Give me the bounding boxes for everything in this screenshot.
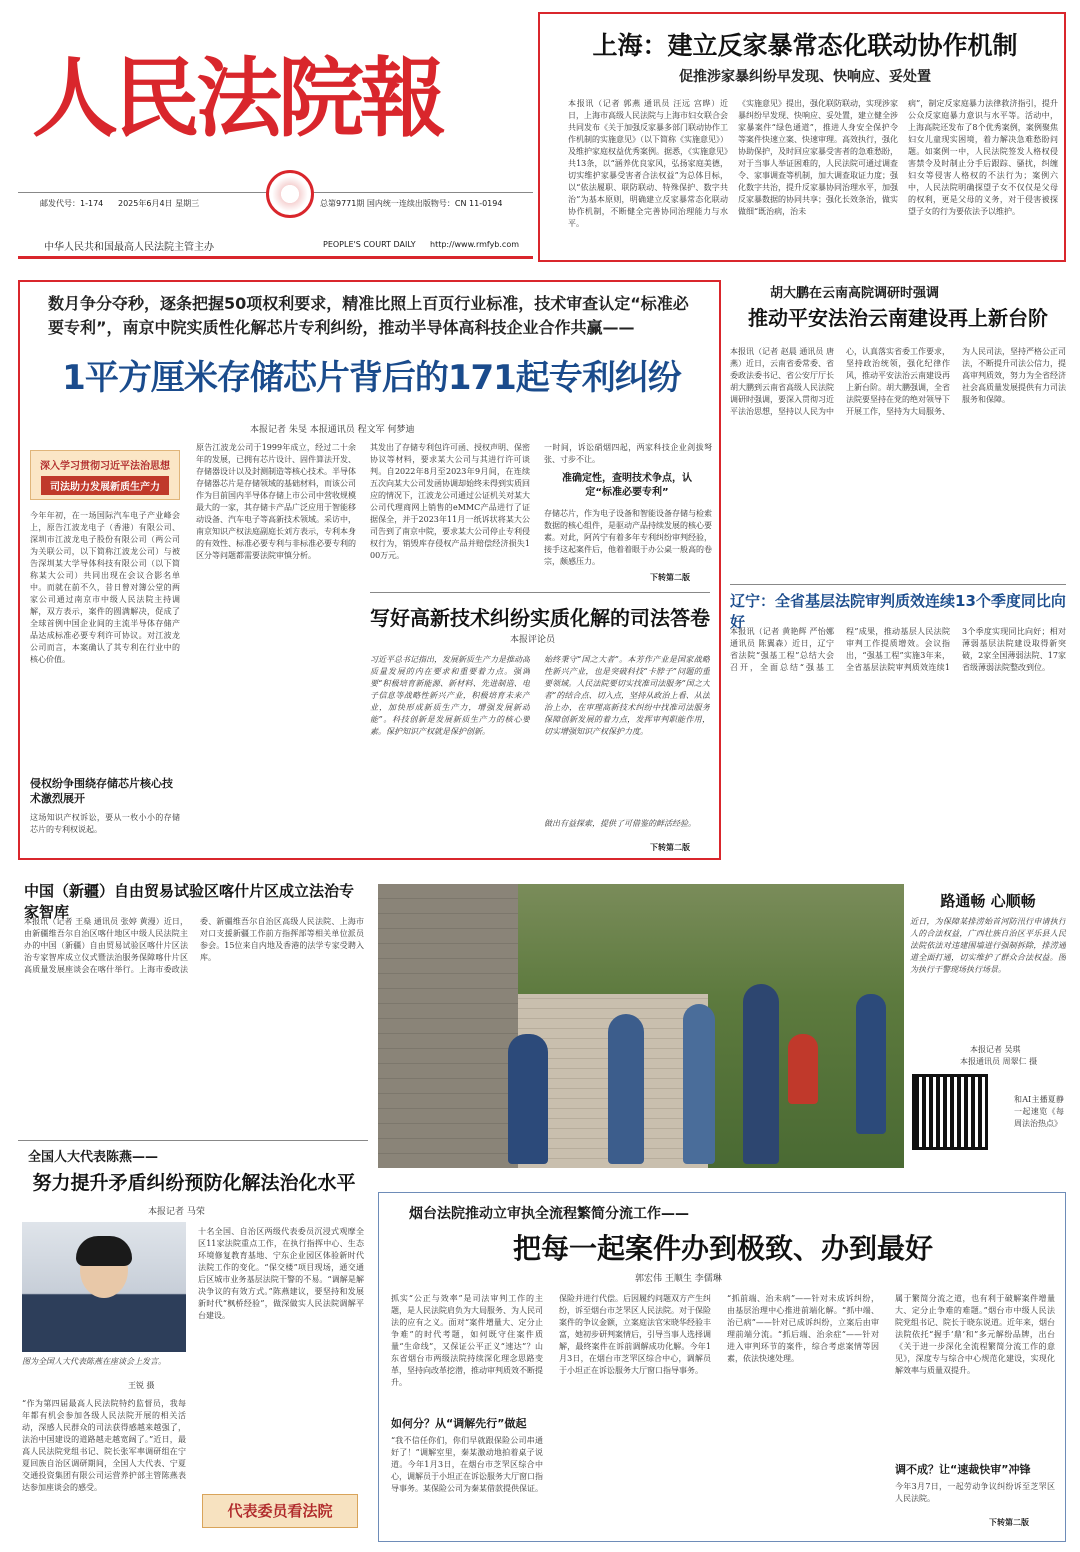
- commentary-col3: 做出有益探索，提供了可借鉴的鲜活经验。: [544, 819, 696, 828]
- feature-col1-subhead: 侵权纷争围绕存储芯片核心技术激烈展开: [30, 777, 173, 805]
- yantai-title: 把每一起案件办到极致、办到最好: [512, 1232, 933, 1265]
- feature-col3: 其发出了存储专利包许可函、授权声明、保密协议等材料，要求某大公司与其进行许可谈判。自2022年8月至2023年9月间，在连续五次向某大公司发函协调却始终未得到实质回应的情况下，江波龙公司通过公证机关对某大公司代理商网上销售的eMMC产品进行了证据保全，并于2023年11月一纸诉状将某大公司告到了南京中院，要求某大公司停止专利侵权行为，销毁库存侵权产品并赔偿经济损失100万元。: [370, 443, 530, 560]
- photo-credit-2: 本报通讯员 周翠仁 摄: [960, 1057, 1038, 1066]
- yantai-col1: 抓实“公正与效率”是司法审判工作的主题，是人民法院肩负为大局服务、为人民司法的应有之义。面对“案件增量大、定分止争难”的时代考题，如何既守住案件质量“生命线”，又保证公平正义“速达”？山东省烟台市两级法院持续深化理念思路变革，坚持向改革挖潜，推动审判质效不断提升。: [391, 1294, 543, 1387]
- yantai-col1-more: “我不信任你们，你们早就跟保险公司串通好了！”调解室里，秦某激动地拍着桌子说道。今年1月3日，在烟台市芝罘区综合中心，调解员于小坦正在诉讼服务大厅窗口指导事务。某保险公司为秦某借款提供保证。: [391, 1436, 543, 1493]
- photo-credit-1: 本报记者 吴琪: [970, 1045, 1021, 1054]
- badge-line2: 司法助力发展新质生产力: [41, 476, 169, 495]
- npc-col2: 十名全国、自治区两级代表委员沉浸式观摩全区11家法院重点工作，在执行指挥中心、生态环境修复教育基地、宁东企业园区体验新时代法院工作的变化。“保交楼”项目现场，通交通后区城市业务基层法院干警的不易。“调解是解决争议的有效方式。”陈燕建议，要坚持和发展新时代“枫桥经验”，做深做实人民法院调解平台建设。: [198, 1227, 364, 1320]
- yantai-col4-subhead: 调不成？让“速裁快审”冲锋: [895, 1463, 1031, 1476]
- commentary-byline: 本报评论员: [510, 635, 556, 645]
- npc-story: [18, 1142, 368, 1542]
- photo-caption-block: [910, 884, 1066, 1174]
- feature-col4-subhead: 准确定性，查明技术争点，认定“标准必要专利”: [562, 473, 692, 498]
- masthead-title: 人民法院報: [32, 48, 442, 149]
- postal-code: 邮发代号：1-174: [40, 199, 104, 208]
- yunnan-kicker: 胡大鹏在云南高院调研时强调: [770, 286, 940, 301]
- liaoning-story: [730, 590, 1066, 860]
- feature-kicker: 数月争分夺秒，逐条把握50项权利要求，精准比照上百页行业标准，技术审查认定“标准必要专利”，南京中院实质性化解芯片专利纠纷，推动半导体高科技企业合作共赢——: [48, 294, 689, 337]
- photo-person-1: [508, 1034, 548, 1164]
- npc-photo-credit: 王锐 摄: [128, 1381, 155, 1390]
- yantai-kicker: 烟台法院推动立审执全流程繁简分流工作——: [409, 1206, 689, 1222]
- photo-wall: [378, 884, 518, 1168]
- npc-title: 努力提升矛盾纠纷预防化解法治化水平: [32, 1172, 356, 1194]
- yunnan-story: [730, 280, 1066, 580]
- photo-person-2: [608, 1014, 644, 1164]
- qr-note: 和AI主播夏静一起速览《每周法治热点》: [1014, 1095, 1064, 1128]
- top-story-col2: 《实施意见》提出，强化联防联动，实现涉家暴纠纷早发现、快响应、妥处置，建立健全涉家暴案件“绿色通道”，推进人身安全保护令等案件快速立案、快速审理。高效执行，强化协助保护，及时回应家暴受害者的急难愁盼，对于当事人举证困难的，人民法院可通过调查令、家事调查等机制，加大调查取证力度；强化数字共治，提升反家暴协同治理水平，加强反家暴数据的协同共享；强化长效条治，做实做细“既治病，治未: [738, 99, 898, 216]
- masthead: [18, 12, 533, 264]
- yantai-col4: 属于繁简分流之道，也有利于破解案件增量大、定分止争难的难题。”烟台市中级人民法院党组书记、院长于晓东说道。近年来，烟台法院依托“握手‘鼎’和”多元解纷品牌，出台《关于进一步深化全流程繁简分流工作的意见》，深度专与综合中心规范化建设，实现化解效率与质量双提升。: [895, 1294, 1055, 1375]
- top-story-col1: 本报讯（记者 郭燕 通讯员 汪远 宫晔）近日，上海市高级人民法院与上海市妇女联合会共同发布《关于加强反家暴多部门联动协作工作机制的实施意见》（以下简称《实施意见》）及维护家庭权益优秀案例。据悉，《实施意见》共13条，以“涵养优良家风，弘扬家庭美德，切实维护家暴受害者合法权益”为总体目标，以“依法履职、联防联动、特殊保护、数字共治”为基本原则，明确建立反家暴常态化联动协作机制，不断健全完善协同治理能力与水平。: [568, 99, 728, 228]
- yantai-story: [378, 1192, 1066, 1542]
- feature-col2: 原告江波龙公司于1999年成立，经过二十余年的发展，已拥有芯片设计、固件算法开发、存储器设计以及封测制造等核心技术。半导体存储器芯片是存储领域的基础材料，而该公司作为目前国内半导体存储上市公司中营收规模最大的一家，其存储卡产品广泛应用于智能移动设备、汽车电子等高新技术领域。采访中，南京知识产权法庭副庭长刘方表示，专利本身的有效性、标准必要专利与非标准必要专利的区分等问题都需要法院审慎分析。: [196, 443, 356, 560]
- feature-byline: 本报记者 朱旻 本报通讯员 程文军 何梦迪: [250, 425, 415, 435]
- issue-date: 2025年6月4日 星期三: [118, 199, 200, 208]
- badge-line1: 深入学习贯彻习近平法治思想: [40, 461, 170, 472]
- website[interactable]: http://www.rmfyb.com: [430, 240, 520, 249]
- yunnan-title: 推动平安法治云南建设再上新台阶: [748, 306, 1048, 330]
- npc-badge: [202, 1494, 358, 1528]
- serial-number: 总第9771期 国内统一连续出版物号：CN 11-0194: [320, 199, 503, 208]
- top-story-subtitle: 促推涉家暴纠纷早发现、快响应、妥处置: [679, 69, 931, 85]
- npc-photo: [22, 1222, 186, 1352]
- publisher-line: 中华人民共和国最高人民法院主管主办: [44, 242, 214, 253]
- feature-col1-end: 这场知识产权诉讼，要从一枚小小的存储芯片的专利权说起。: [30, 813, 180, 834]
- feature-col1: 今年年初，在一场国际汽车电子产业峰会上，原告江波龙电子（香港）有限公司、深圳市江波龙电子股份有限公司（两公司为关联公司，以下简称江波龙公司）与被告深圳某大学导体科技有限公司（以下简称某大公司）共同出现在会议合影名单中。而就在前不久，昔日曾对簿公堂的两家公司通过南京市中级人民法院主持调解，双方表示，案件的圆满解决，促成了全球首例中国企业间的主流半导体存储产品达成标准必要专利许可协议。对江波龙公司而言，本案确认了其专利在行业中的核心价值。: [30, 511, 180, 664]
- npc-photo-caption: 图为全国人大代表陈燕在座谈会上发言。: [22, 1357, 166, 1366]
- feature-col4-body: 存储芯片，作为电子设备和智能设备存储与检索数据的核心组件，是驱动产品持续发展的核心要素。对此，阿芮宁有着多年专利纠纷审判经验，接手这起案件后，他着着眼于办公桌一般高的卷宗，颇感压力。: [544, 509, 712, 566]
- photo-person-4: [743, 984, 779, 1164]
- yunnan-body: 本报讯（记者 赵晨 通讯员 唐燕）近日，云南省委常委、省委政法委书记、省公安厅厅长胡大鹏到云南省高级人民法院调研时强调，要深入贯彻习近平法治思想，坚持以人民为中心，认真落实省委工作要求，坚持政治统领，强化纪律作风，推动平安法治云南建设再上新台阶。胡大鹏强调，全省法院要坚持在党的绝对领导下开展工作，坚持为大局服务、为人民司法，坚持严格公正司法，不断提升司法公信力，提高审判质效，努力为全省经济社会高质量发展提供有力司法服务和保障。: [730, 347, 1066, 416]
- photo-caption: 近日，为保障某排涝始首河防汛行申请执行人的合法权益，广西壮族自治区平乐县人民法院依法对违建围墙进行强制拆除，排涝通道全面打通，切实维护了群众合法权益。图为执行干警现场执行场景。: [910, 917, 1066, 974]
- commentary-turn[interactable]: 下转第二版: [650, 843, 690, 852]
- qr-code[interactable]: [912, 1074, 988, 1150]
- npc-byline: 本报记者 马荣: [148, 1207, 205, 1217]
- feature-title: 1平方厘米存储芯片背后的171起专利纠纷: [62, 358, 681, 398]
- english-name: PEOPLE'S COURT DAILY: [323, 240, 416, 249]
- npc-badge-label: 代表委员看法院: [227, 1502, 333, 1520]
- top-story: [538, 12, 1066, 262]
- npc-photo-hair: [76, 1236, 132, 1266]
- npc-col1: “作为第四届最高人民法院特约监督员，我每年都有机会参加各级人民法院开展的相关活动，深感人民群众的司法获得感越来越强了，法治中国建设的道路越走越宽阔了。”近日，最高人民法院党组书记、院长张军率调研组在宁夏回族自治区调研期间，全国人大代表、宁夏交通投资集团有限公司运营养护部主管陈燕表达参加座谈会的感受。: [22, 1399, 186, 1492]
- photo-person-6: [856, 994, 886, 1134]
- photo-person-5: [788, 1034, 818, 1104]
- top-story-col3: 病”，制定反家庭暴力法律救济指引，提升公众反家庭暴力意识与水平等。活动中，上海高院还发布了8个优秀案例，案例聚焦妇女儿童现实困境，着力解决急难愁盼问题。如案例一中，人民法院签发人格权侵害禁令及时制止分手后跟踪、骚扰，纠缠妇女等侵害人格权的不法行为；案例六中，人民法院明确探望子女不仅仅是父母的权利，更是父母的义务，对于侵害被探望子女的行为要依法予以维护。: [908, 99, 1058, 216]
- xinjiang-body: 本报讯（记者 王燊 通讯员 张婷 黄漫）近日，由新疆维吾尔自治区喀什地区中级人民法院主办的中国（新疆）自由贸易试验区喀什片区法治专家智库成立仪式暨法治服务保障喀什片区高质量发展座谈会在喀什举行。上海市委政法委、新疆维吾尔自治区高级人民法院、上海市对口支援新疆工作前方指挥部等相关单位派员参会。15位来自内地及香港的法学专家受聘入库。: [24, 917, 364, 974]
- yantai-col1-subhead: 如何分？从“调解先行”做起: [391, 1417, 527, 1430]
- xinjiang-title: 中国（新疆）自由贸易试验区喀什片区成立法治专家智库: [24, 882, 355, 921]
- commentary-col2: 始终秉守“国之大者”。本芳作产业是国家战略性新兴产业，也是突破科技“卡脖子”问题的重要领域。人民法院要切实找准司法服务“国之大者”的结合点、切入点，坚持从政治上看、从法治上办，在审理高新技术纠纷中找准司法服务保障创新发展的着力点，发挥审判职能作用，切实增强知识产权保护力度。: [544, 655, 710, 736]
- photo-title: 路通畅 心顺畅: [940, 892, 1036, 910]
- liaoning-title: 辽宁：全省基层法院审判质效连续13个季度同比向好: [730, 592, 1066, 631]
- yantai-col4-body: 今年3月7日，一起劳动争议纠纷诉至芝罘区人民法院。: [895, 1482, 1055, 1503]
- feature-col4: 一时间，诉讼硝烟四起，两家科技企业剑拔弩张、寸步不让。: [544, 443, 712, 464]
- top-story-title: 上海：建立反家暴常态化联动协作机制: [592, 31, 1018, 60]
- photo-person-3: [683, 1004, 715, 1164]
- npc-kicker: 全国人大代表陈燕——: [28, 1150, 159, 1165]
- emblem: [266, 170, 314, 218]
- commentary-col1: 习近平总书记指出，发展新质生产力是推动高质量发展的内在要求和重要着力点。强调要“积极培育新能源、新材料、先进制造、电子信息等战略性新兴产业，积极培育未来产业，加快形成新质生产力，增强发展新动能”。科技创新是发展新质生产力的核心要素。保护知识产权就是保护创新。: [370, 655, 530, 736]
- yantai-col3: “抓前端、治未病”——针对未成诉纠纷，由基层治理中心推进前端化解。“抓中端、治已病”——针对已成诉纠纷，立案后由审理前端分流。“抓后端、治余症”——针对进入审判环节的案件，综合考虑案情等因素，依法快速处理。: [727, 1294, 879, 1363]
- feature-badge: [30, 450, 180, 500]
- feature-story: [18, 280, 721, 860]
- news-photo: [378, 884, 904, 1168]
- liaoning-body: 本报讯（记者 黄艳辉 严怡娜 通讯员 陈翼森）近日，辽宁省法院“强基工程”总结大会召开，全面总结“强基工程”成果，推动基层人民法院审判工作提质增效。会议指出，“强基工程”实施3年来，全省基层法院审判质效连续13个季度实现同比向好；相对薄弱基层法院建设取得新突破，2家全国薄弱法院、17家省级薄弱法院整改到位。: [730, 627, 1066, 672]
- commentary-title: 写好高新技术纠纷实质化解的司法答卷: [370, 606, 710, 630]
- yantai-turn[interactable]: 下转第二版: [989, 1518, 1029, 1527]
- yantai-col2: 保险并进行代偿。后因履约问题双方产生纠纷，诉至烟台市芝罘区人民法院。对于保险案件的争议金额，立案庭法官宋晓华经验丰富，她初步研判案情后，引导当事人选择调解，最终案件在诉前调解成功化解。今年1月3日，在烟台市芝罘区综合中心，调解员于小坦正在诉讼服务大厅窗口指导事务。: [559, 1294, 711, 1375]
- xinjiang-story: [18, 876, 368, 1136]
- feature-turn[interactable]: 下转第二版: [650, 573, 690, 582]
- yantai-byline: 郭宏伟 王顺生 李儒琳: [635, 1274, 722, 1284]
